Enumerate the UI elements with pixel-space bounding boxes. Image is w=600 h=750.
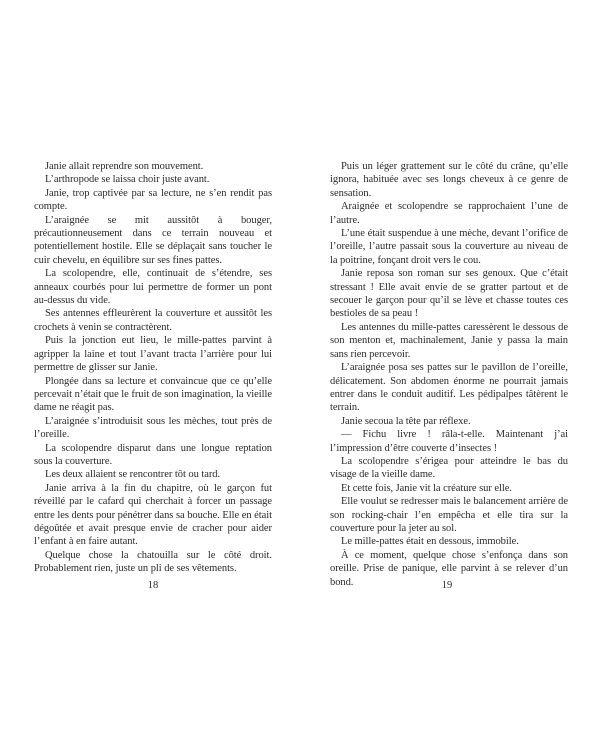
page-number-left: 18 xyxy=(147,580,159,591)
paragraph: L’arthropode se laissa choir juste avant. xyxy=(45,174,210,186)
paragraph: Puis un léger grattement sur le côté du crâne, qu’elle ignora, habituée avec ses longs cheveux à ce genre de sensation. xyxy=(330,161,568,199)
paragraph: Elle voulut se redresser mais le balancement arrière de son rocking-chair l’en empêcha et elle tira sur la couverture pour la jeter au sol. xyxy=(330,496,568,534)
right-page xyxy=(330,160,568,589)
paragraph: Janie reposa son roman sur ses genoux. Que c’était stressant ! Elle avait envie de se gratter partout et de secouer le garçon pour qu’il se lève et chasse toutes ces bestioles de sa peau ! xyxy=(330,268,568,320)
paragraph: La scolopendre, elle, continuait de s’étendre, ses anneaux courbés pour lui permettre de former un pont au-dessus du vide. xyxy=(34,268,272,307)
paragraph: Ses antennes effleurèrent la couverture et aussitôt les crochets à venin se contractèrent. xyxy=(34,308,272,333)
right-page-body xyxy=(330,160,568,589)
left-page xyxy=(34,160,272,576)
paragraph: Les antennes du mille-pattes caressèrent le dessous de son menton et, machinalement, Janie y passa la main sans rien percevoir. xyxy=(330,321,568,360)
paragraph: Janie secoua la tête par réflexe. xyxy=(341,415,471,427)
paragraph: Les deux allaient se rencontrer tôt ou tard. xyxy=(45,469,221,481)
paragraph: Janie arriva à la fin du chapitre, où le garçon fut réveillé par le cafard qui cherchait à forcer un passage entre les dents pour pénétrer dans sa bouche. Elle en était dégoûtée et avait presque envie de cracher pour aider l’enfant à en faire autant. xyxy=(34,482,272,548)
paragraph: Le mille-pattes était en dessous, immobile. xyxy=(341,536,519,548)
paragraph: Puis la jonction eut lieu, le mille-pattes parvint à agripper la laine et tout l’avant tracta l’arrière pour lui permettre de glisser sur Janie. xyxy=(34,335,272,374)
paragraph: Quelque chose la chatouilla sur le côté droit. Probablement rien, juste un pli de ses vêtements. xyxy=(34,549,272,575)
paragraph: L’araignée se mit aussitôt à bouger, précautionneusement dans ce terrain nouveau et potentiellement hostile. Elle se déplaçait sans toucher le cuir chevelu, en équilibre sur ses fines pattes. xyxy=(34,214,272,266)
paragraph: Et cette fois, Janie vit la créature sur elle. xyxy=(341,482,512,494)
page-number-right: 19 xyxy=(441,580,453,591)
paragraph: L’araignée s’introduisit sous les mèches, tout près de l’oreille. xyxy=(34,415,272,441)
paragraph: Plongée dans sa lecture et convaincue que ce qu’elle percevait n’était que le fruit de son imagination, la vieille dame ne réagit pas. xyxy=(34,375,272,414)
paragraph: La scolopendre s’érigea pour atteindre le bas du visage de la vieille dame. xyxy=(330,455,568,481)
paragraph: Araignée et scolopendre se rapprochaient l’une de l’autre. xyxy=(330,201,568,226)
paragraph: L’araignée posa ses pattes sur le pavillon de l’oreille, délicatement. Son abdomen énorme ne pourrait jamais entrer dans le conduit auditif. Les pédipalpes tâtèrent le terrain. xyxy=(330,362,568,414)
paragraph: Janie, trop captivée par sa lecture, ne s’en rendit pas compte. xyxy=(34,187,272,213)
paragraph: — Fichu livre ! râla-t-elle. Maintenant j’ai l’impression d’être couverte d’insectes ! xyxy=(330,429,568,454)
paragraph: Janie allait reprendre son mouvement. xyxy=(45,161,204,172)
paragraph: L’une était suspendue à une mèche, devant l’orifice de l’oreille, l’autre passait sous la couverture au niveau de la poitrine, fonçant droit vers le cou. xyxy=(330,228,568,266)
left-page-body xyxy=(34,160,272,576)
paragraph: La scolopendre disparut dans une longue reptation sous la couverture. xyxy=(34,442,272,467)
paragraph: À ce moment, quelque chose s’enfonça dans son oreille. Prise de panique, elle parvint à se relever d’un bond. xyxy=(330,549,568,588)
